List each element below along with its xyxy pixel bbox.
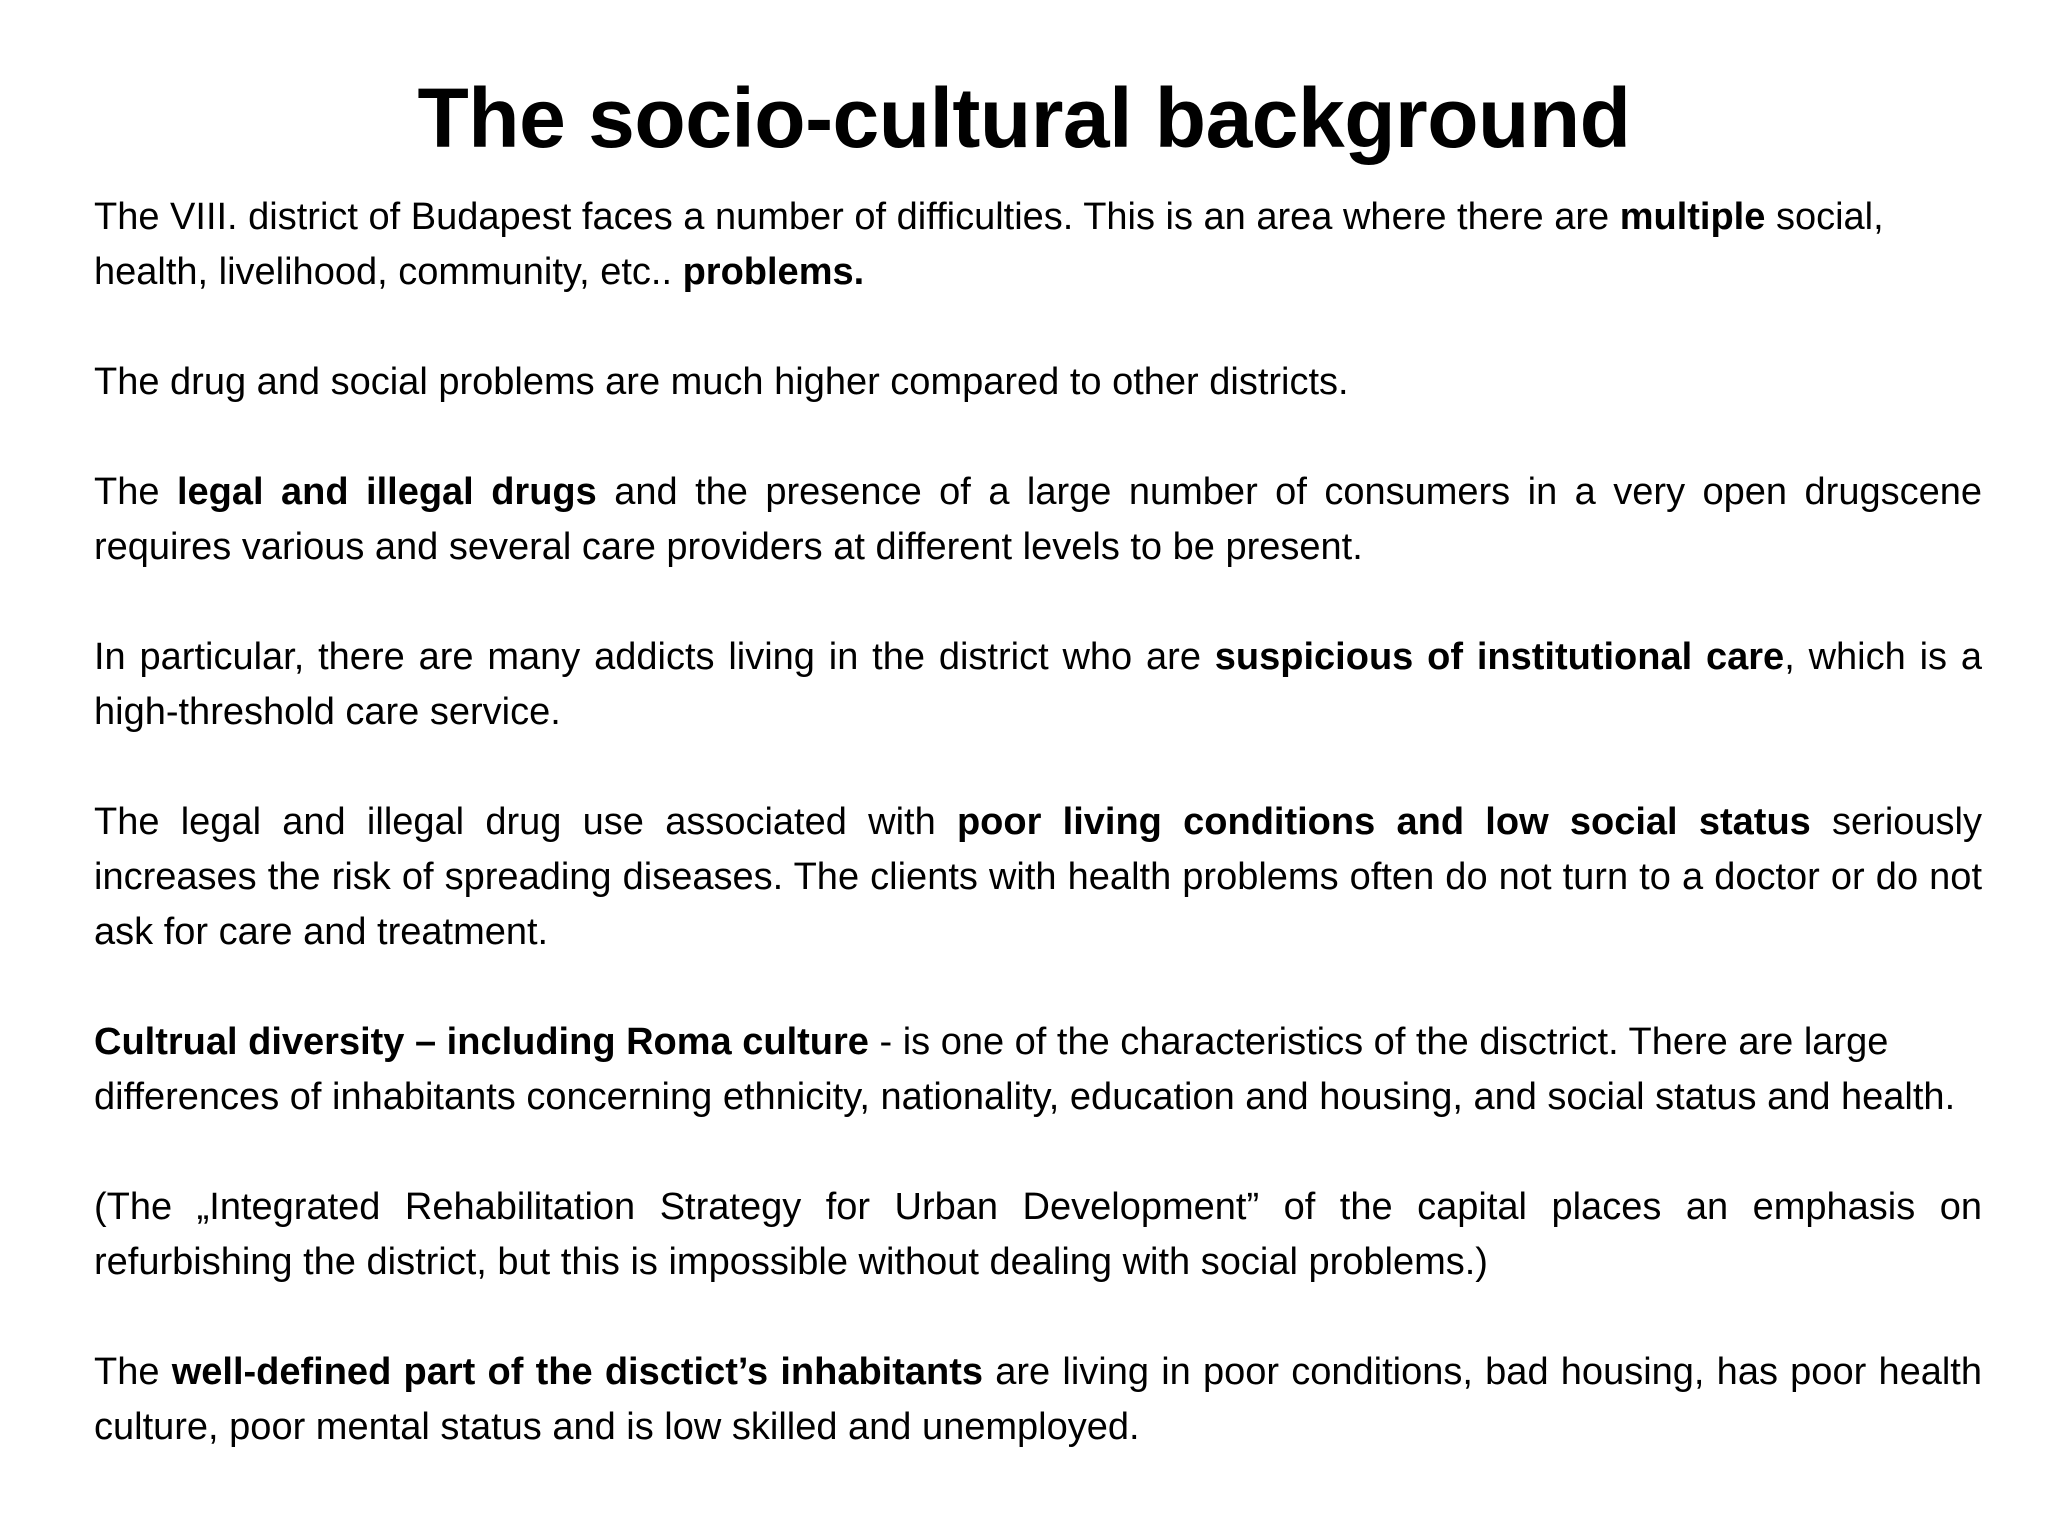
paragraph-difficulties xyxy=(94,190,1982,300)
paragraph-text: and the presence of a large number of consumers in a very open drugscene requires various and several care providers at different levels to be present. xyxy=(94,471,1982,568)
paragraph-addicts xyxy=(94,630,1982,740)
paragraph-living-conditions xyxy=(94,795,1982,960)
paragraph-rehabilitation-strategy xyxy=(94,1180,1982,1290)
paragraph-text: are living in poor conditions, bad housing, has poor health culture, poor mental status and is low skilled and unemployed. xyxy=(94,1351,1982,1448)
paragraph-text: The xyxy=(94,1351,172,1393)
emphasis-text: poor living conditions and low social status xyxy=(956,801,1811,843)
paragraph-text: seriously increases the risk of spreading diseases. The clients with health problems often do not turn to a doctor or do not ask for care and treatment. xyxy=(94,801,1982,953)
paragraph-text: The xyxy=(94,471,177,513)
emphasis-text: suspicious of institutional care xyxy=(1214,636,1785,678)
slide-body xyxy=(94,190,1982,1510)
emphasis-text: legal and illegal drugs xyxy=(176,471,597,513)
paragraph-inhabitants xyxy=(94,1345,1982,1455)
paragraph-text: In particular, there are many addicts living in the district who are xyxy=(94,636,1215,678)
paragraph-text: - is one of the characteristics of the disctrict. There are large differences of inhabitants concerning ethnicity, nationality, education and housing, and social status and health. xyxy=(94,1021,1956,1118)
paragraph-cultural-diversity xyxy=(94,1015,1982,1125)
slide-title: The socio-cultural background xyxy=(417,71,1631,165)
emphasis-text: Cultrual diversity – including Roma culture xyxy=(94,1021,869,1063)
emphasis-text: problems. xyxy=(682,251,865,293)
emphasis-text: multiple xyxy=(1619,196,1766,238)
paragraph-text: The legal and illegal drug use associated with xyxy=(94,801,957,843)
paragraph-legal-illegal-drugs xyxy=(94,465,1982,575)
paragraph-text: The drug and social problems are much higher compared to other districts. xyxy=(94,361,1349,403)
paragraph-text: The VIII. district of Budapest faces a number of difficulties. This is an area where there are xyxy=(94,196,1620,238)
emphasis-text: well-defined part of the disctict’s inhabitants xyxy=(171,1351,984,1393)
paragraph-text: , which is a high-threshold care service. xyxy=(94,636,1982,733)
paragraph-drug-social xyxy=(94,355,1982,410)
paragraph-text: social, health, livelihood, community, etc.. xyxy=(94,196,1884,293)
paragraph-text: (The „Integrated Rehabilitation Strategy for Urban Development” of the capital places an emphasis on refurbishing the district, but this is impossible without dealing with social problems.) xyxy=(94,1186,1982,1283)
